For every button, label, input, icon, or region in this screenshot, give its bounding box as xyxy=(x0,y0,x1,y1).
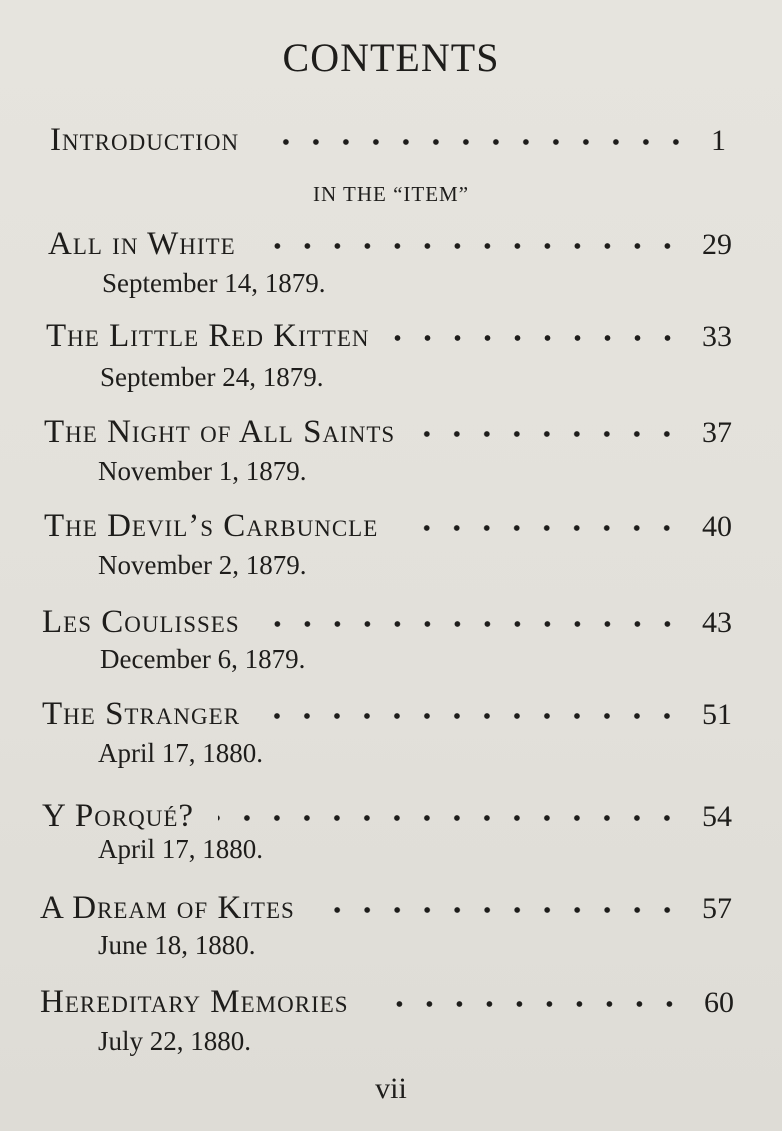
toc-entry-date: June 18, 1880. xyxy=(98,930,256,960)
toc-entry-title: Introduction xyxy=(50,122,240,158)
dot-leader xyxy=(263,139,691,145)
dot-leader xyxy=(260,243,682,249)
toc-entry-page: 43 xyxy=(702,606,732,639)
dot-leader xyxy=(394,335,683,341)
toc-entry-page: 60 xyxy=(704,986,734,1019)
dot-leader xyxy=(402,525,682,531)
toc-entry-title: The Stranger xyxy=(42,696,241,732)
section-heading: IN THE “ITEM” xyxy=(312,182,470,206)
toc-entry xyxy=(40,890,732,930)
toc-entry xyxy=(40,984,734,1024)
toc-entry xyxy=(42,604,732,644)
toc-entry xyxy=(44,508,732,548)
toc-entry-title: The Night of All Saints xyxy=(44,414,396,450)
toc-entry-title: Les Coulisses xyxy=(42,604,240,640)
toc-entry-page: 40 xyxy=(702,510,732,543)
toc-entry-introduction xyxy=(50,122,726,162)
toc-entry-title: The Little Red Kitten xyxy=(46,318,370,354)
toc-entry xyxy=(44,414,732,454)
toc-entry-page: 1 xyxy=(711,124,726,157)
toc-entry-page: 51 xyxy=(702,698,732,731)
toc-entry-date: July 22, 1880. xyxy=(98,1026,252,1056)
toc-entry-date: November 1, 1879. xyxy=(98,456,307,486)
page-title: CONTENTS xyxy=(282,35,500,80)
dot-leader xyxy=(373,1001,684,1007)
toc-entry-title: All in White xyxy=(48,226,236,262)
toc-entry xyxy=(42,696,732,736)
toc-entry-page: 54 xyxy=(702,800,732,833)
toc-entry-title: The Devil’s Carbuncle xyxy=(44,508,379,544)
toc-entry xyxy=(46,318,732,358)
toc-entry-page: 37 xyxy=(702,416,732,449)
toc-entry-page: 29 xyxy=(702,228,732,261)
toc-entry-date: April 17, 1880. xyxy=(98,834,263,864)
toc-entry-title: Y Porqué? xyxy=(42,798,195,834)
toc-entry-date: April 17, 1880. xyxy=(98,738,263,768)
toc-entry-page: 57 xyxy=(702,892,732,925)
toc-entry-date: November 2, 1879. xyxy=(98,550,307,580)
toc-entry-title: A Dream of Kites xyxy=(40,890,295,926)
toc-entry-date: September 14, 1879. xyxy=(102,268,326,298)
toc-entry xyxy=(48,226,732,266)
page-folio: vii xyxy=(375,1072,407,1105)
dot-leader xyxy=(264,621,682,627)
toc-entry-page: 33 xyxy=(702,320,732,353)
dot-leader xyxy=(218,815,682,821)
toc-entry xyxy=(42,798,732,838)
toc-entry-date: September 24, 1879. xyxy=(100,362,324,392)
dot-leader xyxy=(419,431,682,437)
dot-leader xyxy=(264,713,682,719)
toc-entry-title: Hereditary Memories xyxy=(40,984,349,1020)
dot-leader xyxy=(319,907,682,913)
toc-entry-date: December 6, 1879. xyxy=(100,644,306,674)
